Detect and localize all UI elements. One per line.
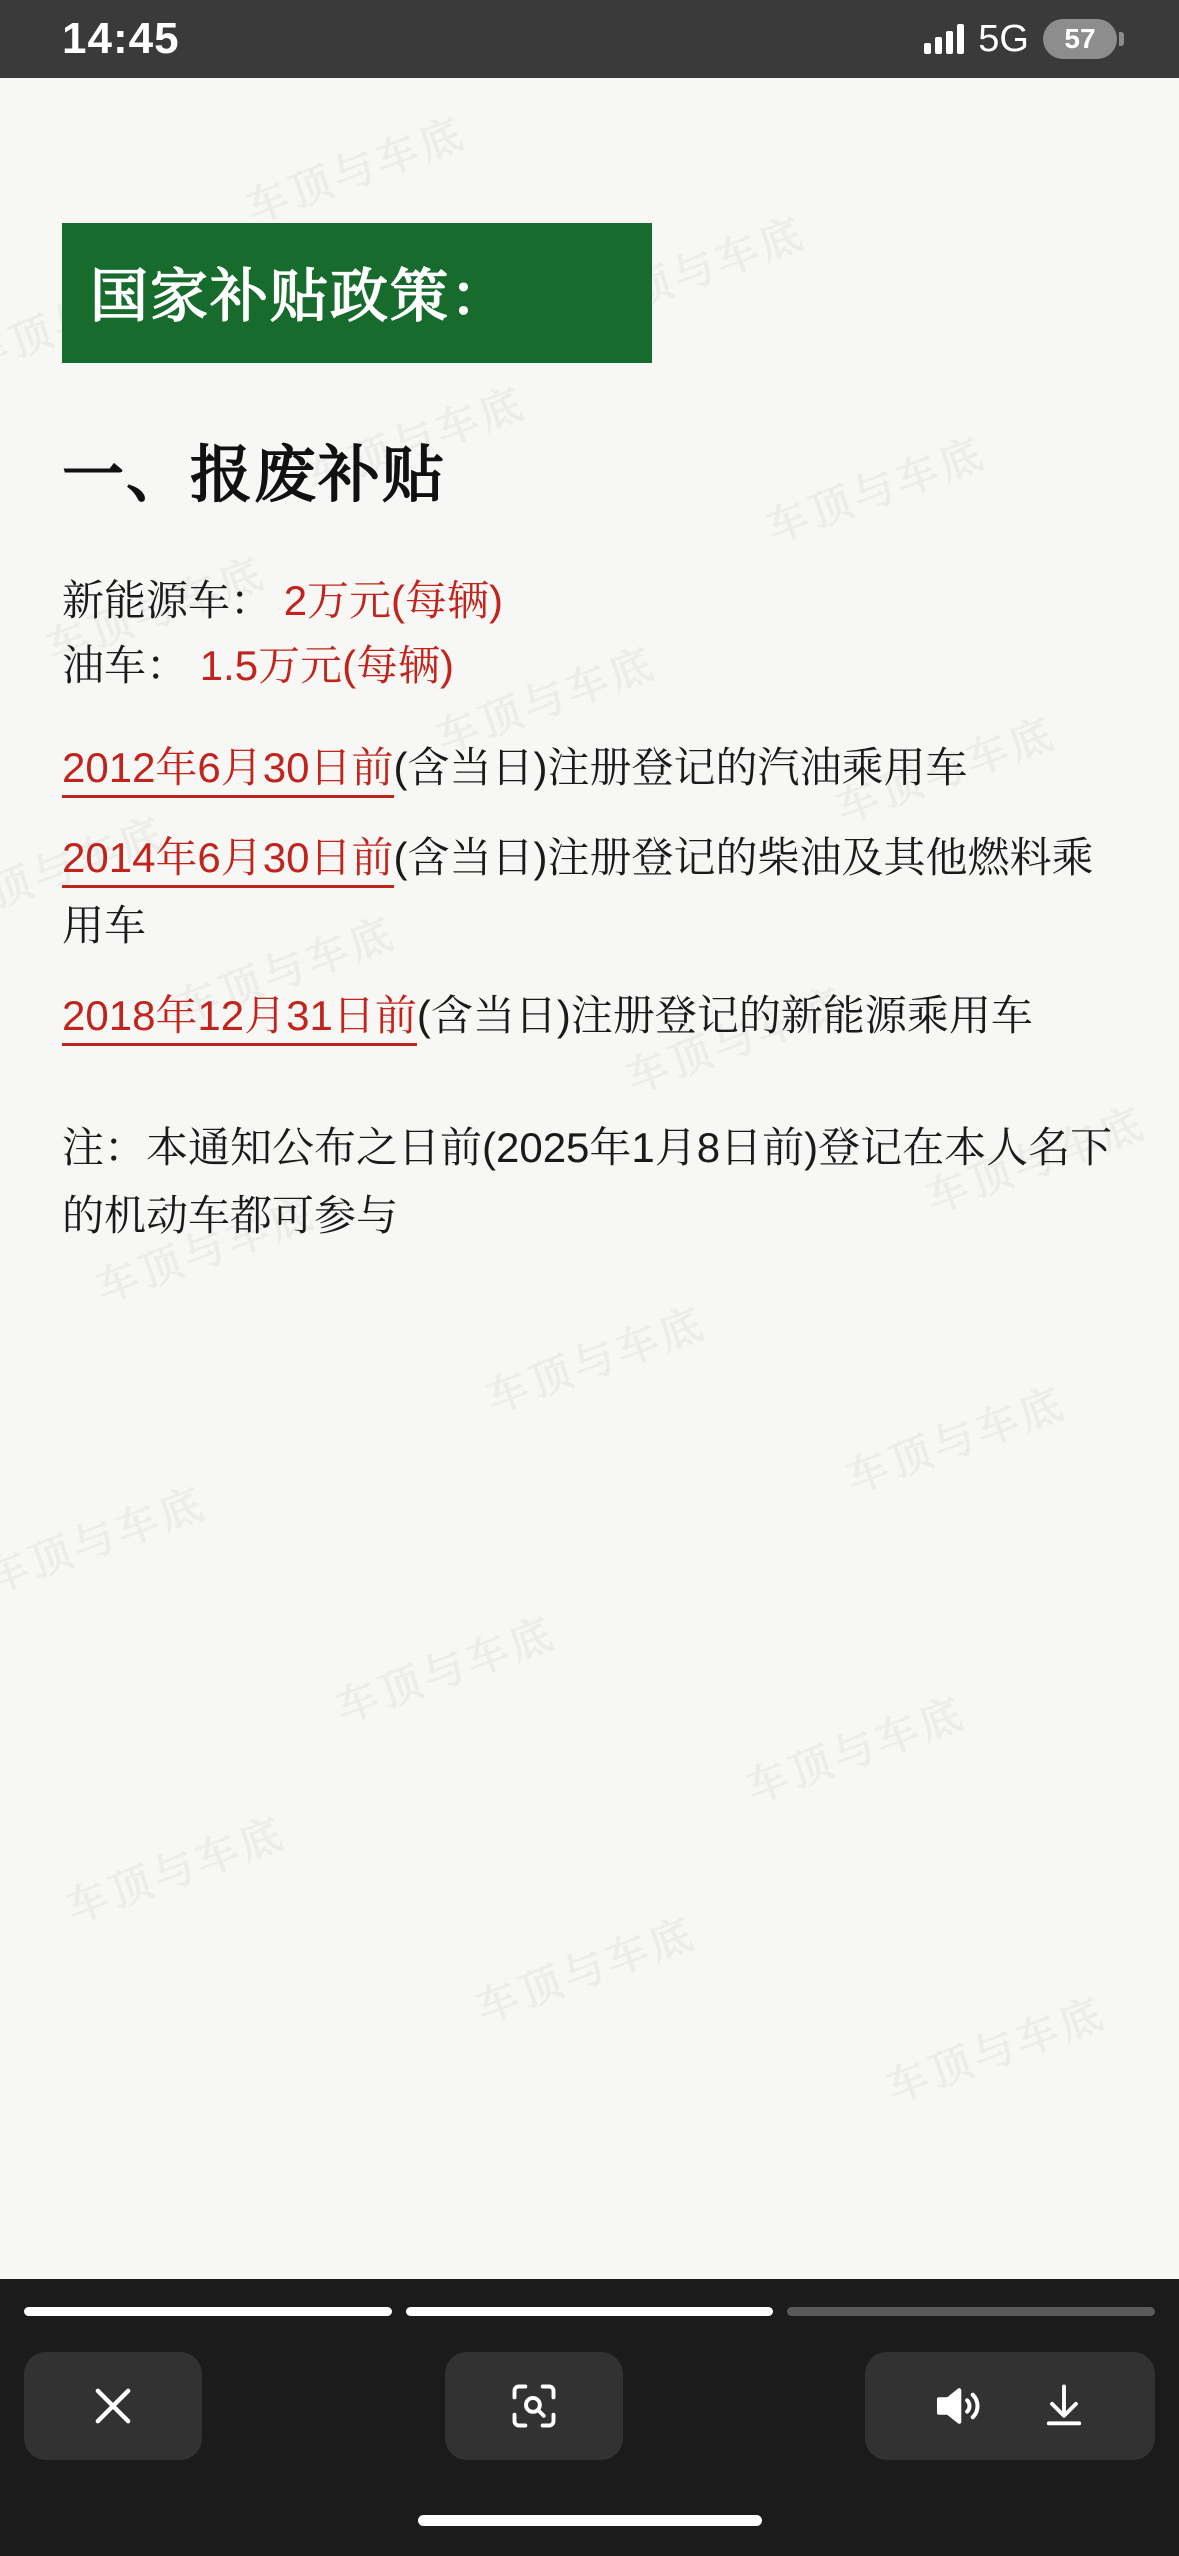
document-body	[0, 78, 1179, 1250]
rule-date: 2018年12月31日前	[62, 992, 417, 1046]
status-indicators	[924, 18, 1117, 61]
watermark	[877, 1980, 1114, 2115]
watermark	[0, 1470, 213, 1605]
rule-item	[62, 824, 1117, 960]
rule-text: (含当日)注册登记的汽油乘用车	[393, 744, 968, 792]
status-bar	[0, 0, 1179, 78]
watermark	[477, 1290, 714, 1425]
rule-text: (含当日)注册登记的新能源乘用车	[416, 992, 1033, 1040]
home-indicator-area	[0, 2484, 1179, 2556]
download-button[interactable]	[1038, 2380, 1090, 2432]
battery-indicator: 57	[1043, 19, 1117, 59]
section-heading: 一、报废补贴	[62, 441, 447, 510]
policy-note: 注：本通知公布之日前(2025年1月8日前)登记在本人名下的机动车都可参与	[62, 1124, 1113, 1240]
status-time: 14:45	[62, 14, 180, 63]
policy-banner-title: 国家补贴政策：	[62, 223, 652, 363]
watermark	[467, 1900, 704, 2035]
close-icon	[87, 2380, 139, 2432]
watermark	[327, 1600, 564, 1735]
bottom-toolbar	[0, 2326, 1179, 2484]
scan-icon	[508, 2380, 560, 2432]
rule-date: 2014年6月30日前	[62, 834, 394, 888]
scan-button[interactable]	[445, 2352, 623, 2460]
progress-segment[interactable]	[406, 2307, 774, 2316]
rule-text: (含当日)注册登记的柴油及其他燃料乘用车	[62, 834, 1094, 950]
subsidy-amount-list	[62, 568, 1117, 698]
close-button[interactable]	[24, 2352, 202, 2460]
page-progress-bar[interactable]	[0, 2279, 1179, 2326]
subsidy-amount: 2万元(每辆)	[283, 577, 504, 624]
subsidy-row	[62, 568, 1117, 633]
network-type-label: 5G	[978, 17, 1029, 60]
progress-segment[interactable]	[787, 2307, 1155, 2316]
volume-button[interactable]	[930, 2379, 984, 2433]
volume-icon	[930, 2379, 984, 2433]
watermark	[737, 1680, 974, 1815]
media-actions-group	[865, 2352, 1155, 2460]
watermark	[57, 1800, 294, 1935]
subsidy-row	[62, 633, 1117, 698]
subsidy-amount: 1.5万元(每辆)	[199, 642, 455, 690]
watermark	[837, 1370, 1074, 1505]
rule-date: 2012年6月30日前	[62, 744, 394, 798]
download-icon	[1038, 2380, 1090, 2432]
subsidy-label: 油车：	[62, 642, 189, 690]
progress-segment[interactable]	[24, 2307, 392, 2316]
subsidy-label: 新能源车：	[62, 577, 273, 624]
rule-item	[62, 734, 1117, 802]
eligibility-rule-list	[62, 734, 1117, 1050]
cellular-signal-icon	[924, 24, 964, 54]
rule-item	[62, 982, 1117, 1050]
home-indicator[interactable]	[418, 2515, 762, 2526]
document-viewer[interactable]	[0, 78, 1179, 2279]
